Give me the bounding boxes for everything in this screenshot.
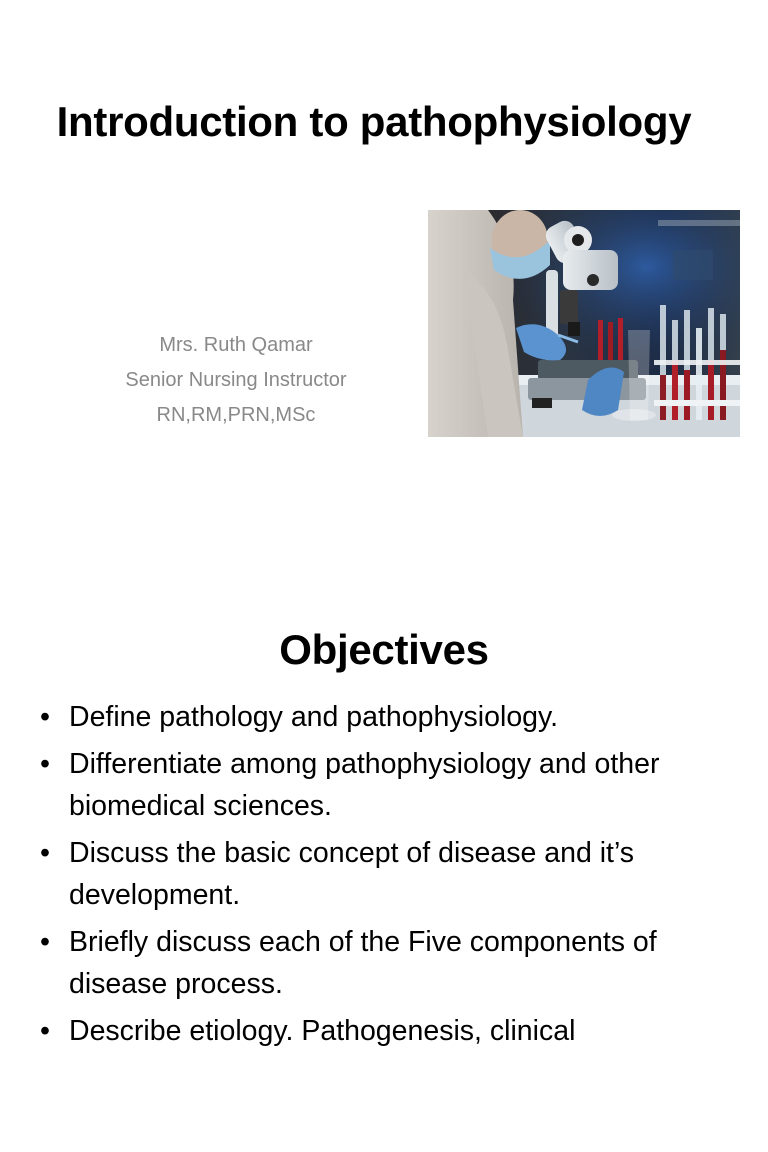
bullet-icon: • <box>40 701 50 733</box>
laboratory-microscope-photo <box>428 210 740 437</box>
bullet-icon: • <box>40 926 50 958</box>
presenter-name: Mrs. Ruth Qamar <box>159 334 313 356</box>
presenter-role: Senior Nursing Instructor <box>125 369 347 391</box>
presenter-credentials: RN,RM,PRN,MSc <box>156 404 316 426</box>
list-item <box>36 832 736 916</box>
bullet-icon: • <box>40 1015 50 1047</box>
list-item <box>36 1010 736 1052</box>
list-item <box>36 743 736 827</box>
objective-text: Define pathology and pathophysiology. <box>69 701 559 733</box>
objectives-list <box>36 696 736 1057</box>
slide-title: Objectives <box>279 626 489 673</box>
presenter-info <box>96 328 376 433</box>
list-item <box>36 696 736 738</box>
objective-text: Differentiate among pathophysiology and other biomedical sciences. <box>69 748 660 822</box>
bullet-icon: • <box>40 748 50 780</box>
slide-title: Introduction to pathophysiology <box>56 98 692 145</box>
objective-text: Briefly discuss each of the Five components of disease process. <box>69 926 657 1000</box>
list-item <box>36 921 736 1005</box>
objective-text: Describe etiology. Pathogenesis, clinical <box>69 1015 576 1047</box>
objective-text: Discuss the basic concept of disease and it’s development. <box>69 837 635 911</box>
objectives-slide <box>0 576 768 1152</box>
bullet-icon: • <box>40 837 50 869</box>
